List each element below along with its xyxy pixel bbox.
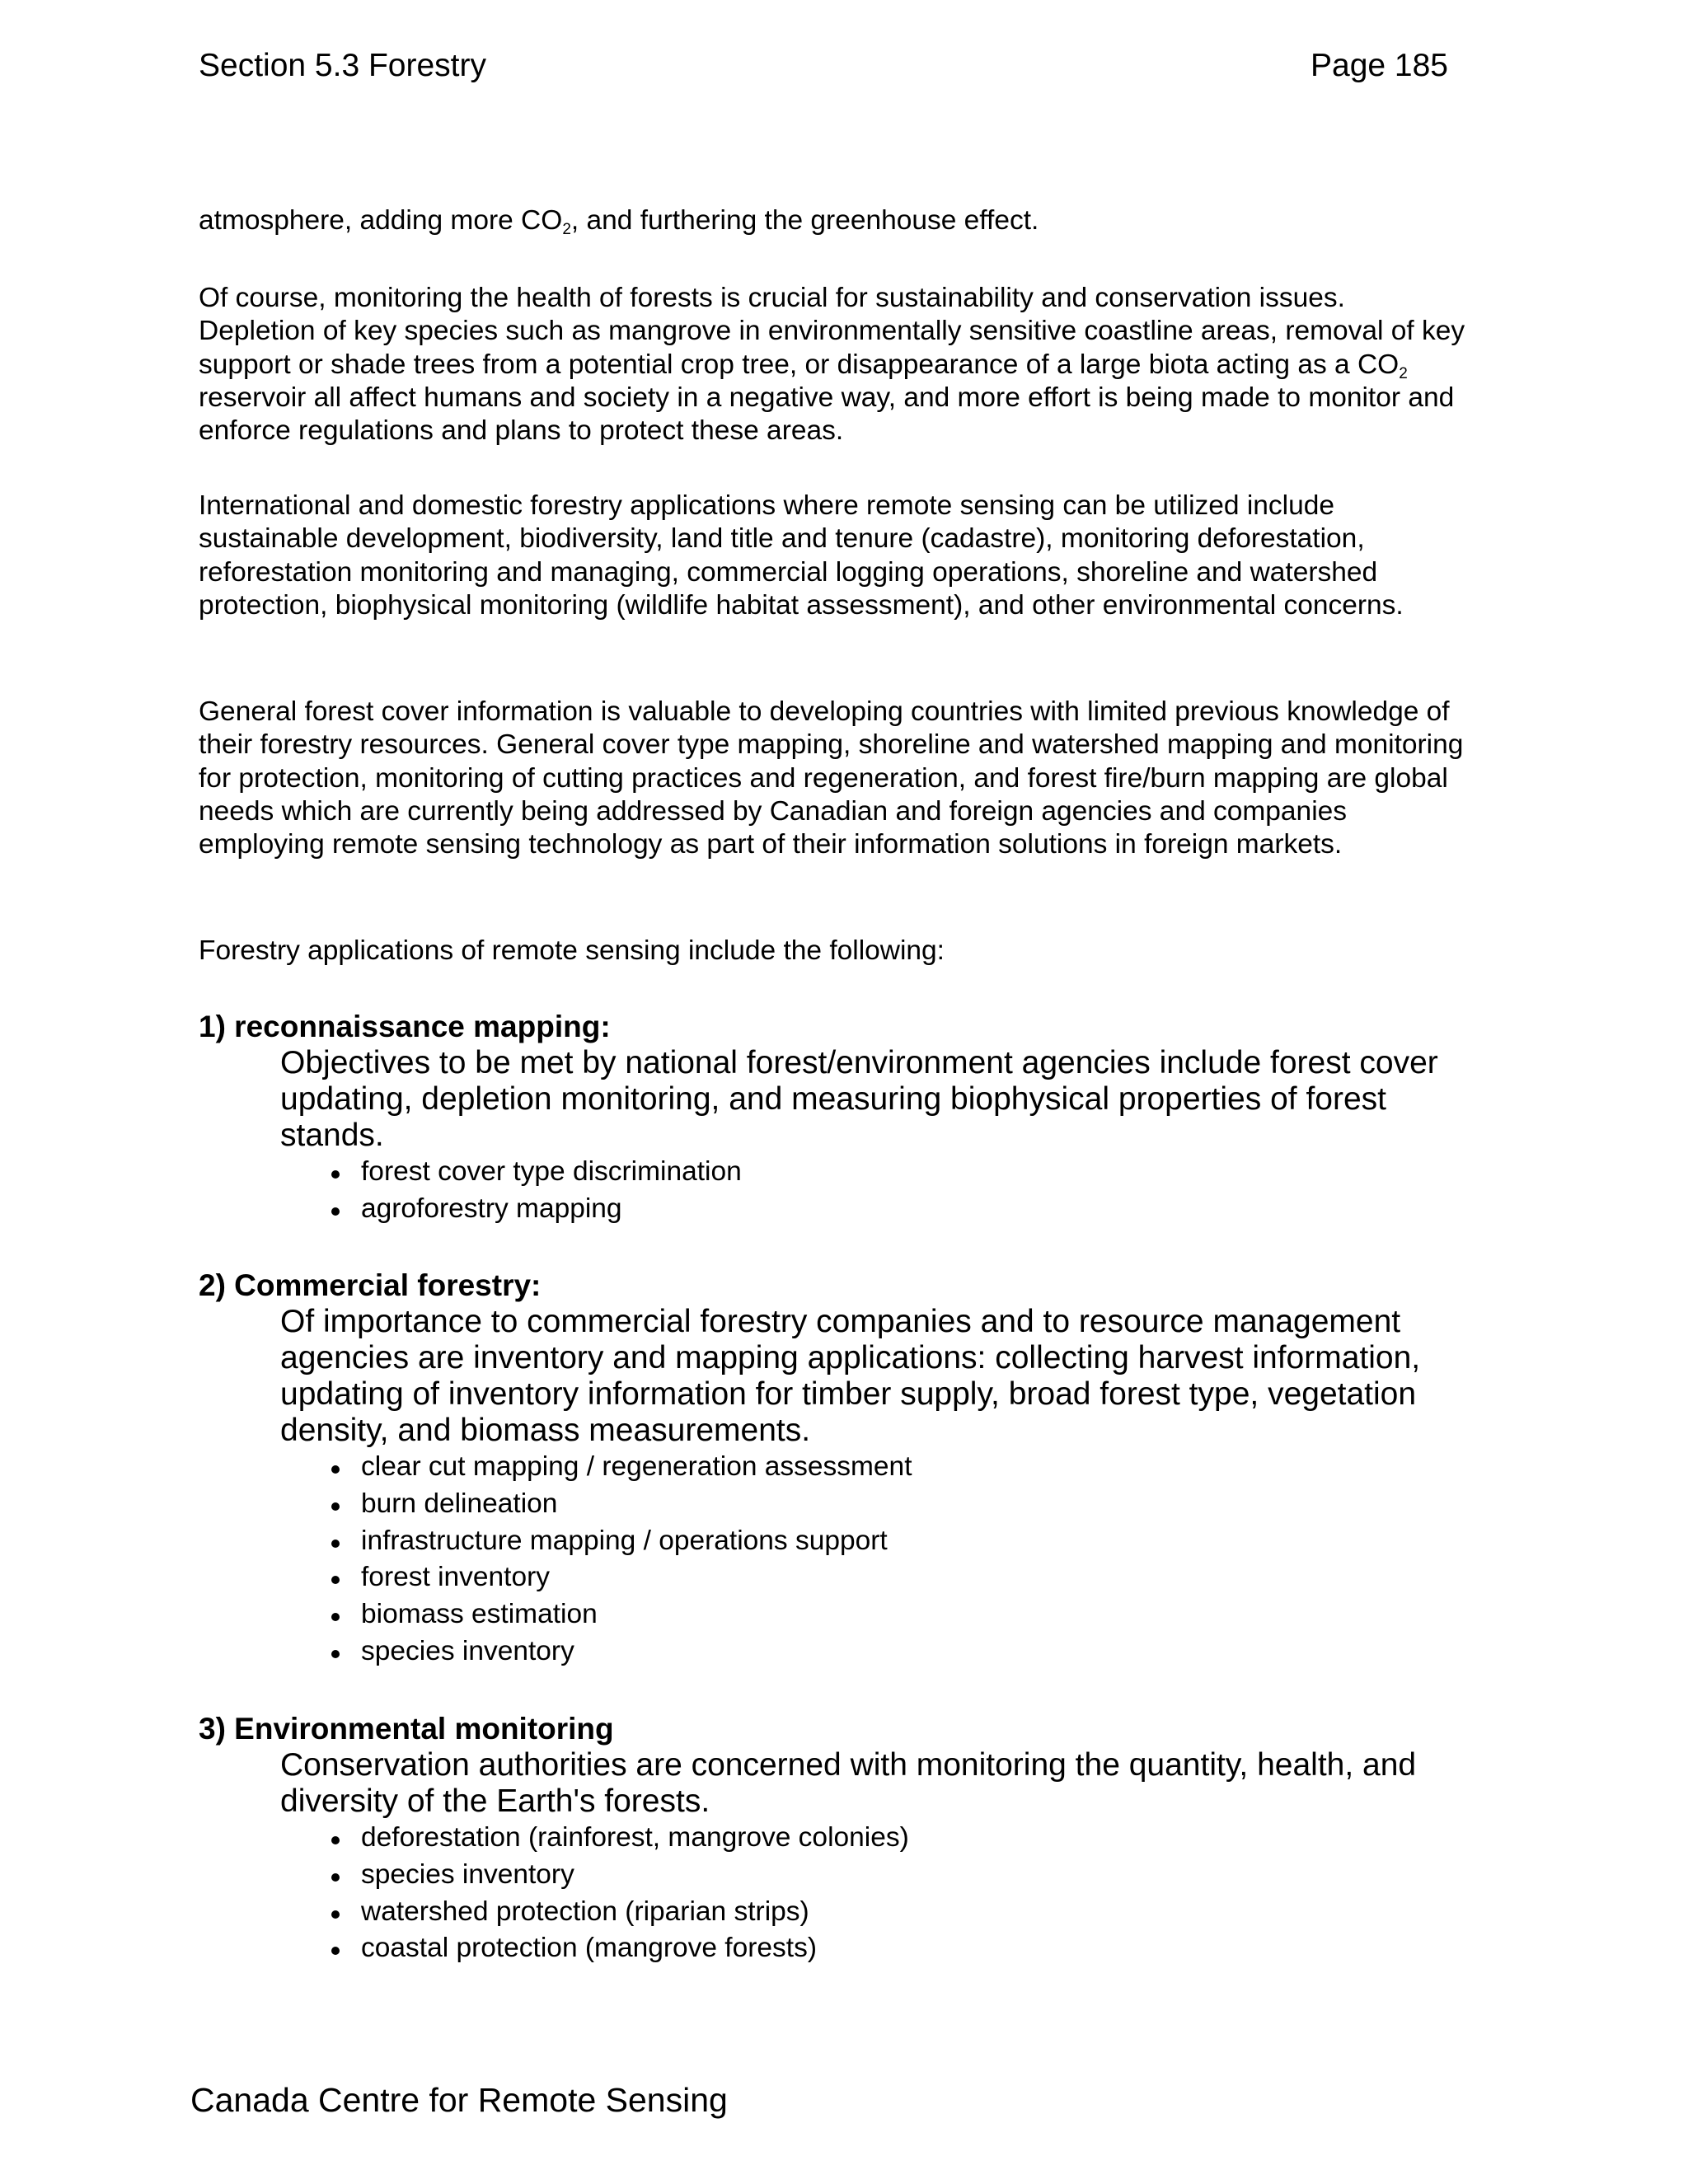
list-item: species inventory: [330, 1857, 1484, 1894]
section-description: Conservation authorities are concerned with monitoring the quantity, health, and diversity of the Earth's forests.: [280, 1747, 1417, 1819]
subscript-2: 2: [562, 221, 571, 238]
bullet-list: [199, 1820, 1484, 1967]
paragraph-text: Of course, monitoring the health of forests is crucial for sustainability and conservation issues. Depletion of key species such as mangrove in environmentally sensitive coastline areas, removal of key support or shade trees from a potential crop tree, or disappearance of a large biota acting as a CO: [199, 283, 1465, 380]
paragraph-list-intro: Forestry applications of remote sensing include the following:: [199, 935, 945, 966]
section-heading: 2) Commercial forestry:: [199, 1268, 542, 1302]
list-item: species inventory: [330, 1633, 1484, 1671]
bullet-list: [199, 1449, 1484, 1671]
bullet-list: [199, 1154, 1484, 1228]
paragraph-atmosphere: [199, 204, 1468, 237]
list-item: agroforestry mapping: [330, 1191, 1484, 1228]
section-environmental-monitoring: [199, 1711, 1484, 1967]
list-item: forest cover type discrimination: [330, 1154, 1484, 1191]
list-item: forest inventory: [330, 1559, 1484, 1596]
paragraph-forest-cover: General forest cover information is valuable to developing countries with limited previous knowledge of their forestry resources. General cover type mapping, shoreline and watershed mapping and monitoring for protection, monitoring of cutting practices and regeneration, and forest fire/burn mapping are global needs which are currently being addressed by Canadian and foreign agencies and companies employing remote sensing technology as part of their information solutions in foreign markets.: [199, 696, 1464, 860]
list-item: clear cut mapping / regeneration assessment: [330, 1449, 1484, 1486]
section-description: Objectives to be met by national forest/environment agencies include forest cover updating, depletion monitoring, and measuring biophysical properties of forest stands.: [280, 1045, 1438, 1153]
footer-publisher: Canada Centre for Remote Sensing: [190, 2081, 728, 2119]
paragraph-forest-health: [199, 282, 1468, 448]
list-item: infrastructure mapping / operations support: [330, 1523, 1484, 1560]
page-number: Page 185: [1311, 48, 1448, 83]
section-reconnaissance-mapping: [199, 1009, 1484, 1228]
section-heading: 1) reconnaissance mapping:: [199, 1010, 611, 1043]
section-commercial-forestry: [199, 1268, 1484, 1671]
paragraph-applications: International and domestic forestry applications where remote sensing can be utilized include sustainable development, biodiversity, land title and tenure (cadastre), monitoring deforestation, reforestation monitoring and managing, commercial logging operations, shoreline and watershed protection, biophysical monitoring (wildlife habitat assessment), and other environmental concerns.: [199, 490, 1404, 621]
subscript-2: 2: [1399, 364, 1408, 382]
section-title: Section 5.3 Forestry: [199, 48, 486, 83]
list-item: watershed protection (riparian strips): [330, 1894, 1484, 1931]
list-item: burn delineation: [330, 1486, 1484, 1523]
section-heading: 3) Environmental monitoring: [199, 1712, 614, 1746]
paragraph-text: reservoir all affect humans and society in a negative way, and more effort is being made to monitor and enforce regulations and plans to protect these areas.: [199, 382, 1455, 447]
paragraph-text: atmosphere, adding more CO: [199, 205, 563, 236]
section-description: Of importance to commercial forestry companies and to resource management agencies are inventory and mapping applications: collecting harvest information, updating of inventory information for timber supply, broad forest type, vegetation density, and biomass measurements.: [280, 1304, 1421, 1448]
list-item: deforestation (rainforest, mangrove colonies): [330, 1820, 1484, 1857]
list-item: biomass estimation: [330, 1596, 1484, 1633]
list-item: coastal protection (mangrove forests): [330, 1930, 1484, 1967]
paragraph-text: , and furthering the greenhouse effect.: [570, 205, 1039, 236]
